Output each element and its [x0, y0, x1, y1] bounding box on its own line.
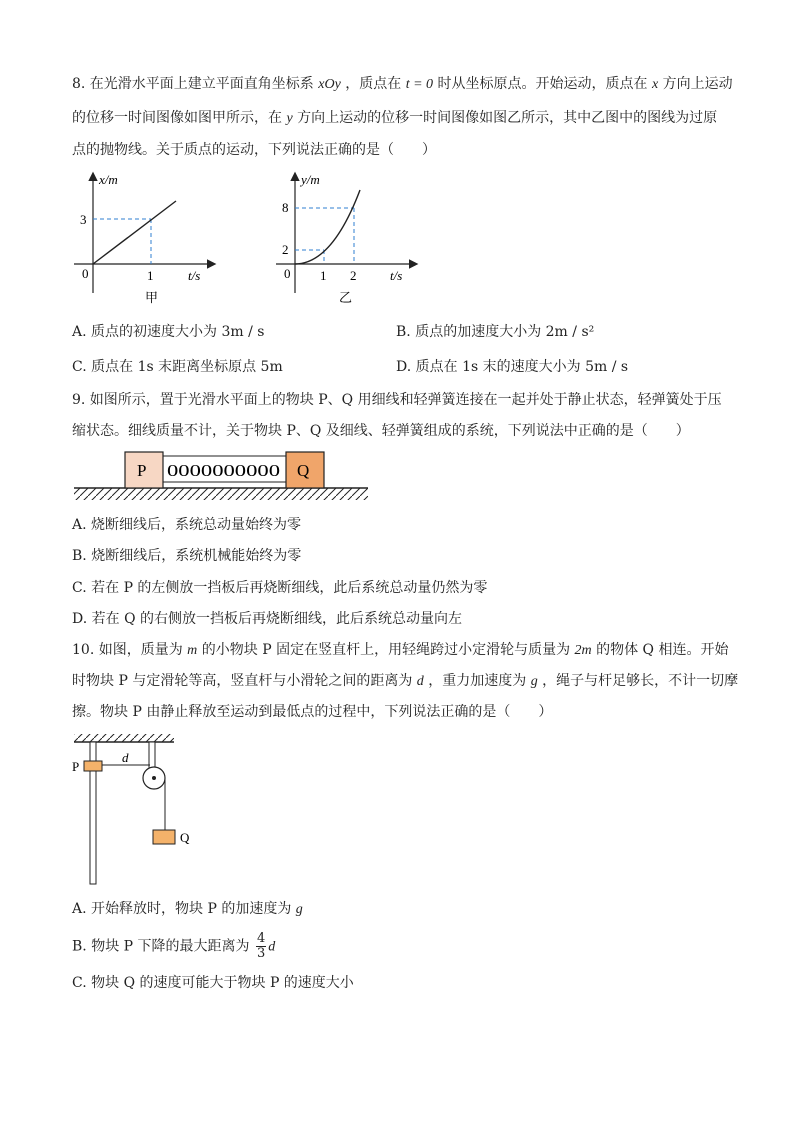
coord-system-label: xOy	[318, 77, 341, 92]
x-tick-label-1: 1	[320, 268, 327, 283]
ceiling-hatch	[74, 734, 174, 742]
x-axis-label: t/s	[188, 268, 201, 283]
q8-line-3: 点的抛物线。关于质点的运动，下列说法正确的是（ ）	[72, 142, 436, 158]
pulley-axle	[152, 776, 156, 780]
x-tick-label-2: 2	[350, 268, 357, 283]
series-line	[93, 201, 176, 264]
q9-option-a: A. 烧断细线后，系统总动量始终为零	[72, 517, 302, 533]
figure-spring-blocks	[72, 448, 372, 506]
q9-line-1: 9. 如图所示，置于光滑水平面上的物块 P、Q 用细线和轻弹簧连接在一起并处于静止状态，轻弹簧处于压	[72, 392, 722, 408]
ground-hatch	[74, 488, 368, 500]
q9-option-d: D. 若在 Q 的右侧放一挡板后再烧断细线，此后系统总动量向左	[72, 611, 463, 627]
y-tick-label: 3	[80, 212, 87, 227]
origin-label: 0	[284, 266, 291, 281]
q10-line-2: 时物块 P 与定滑轮等高，竖直杆与小滑轮之间的距离为 d ，重力加速度为 g ，绳子与杆足够长，不计一切摩	[72, 673, 739, 689]
figure-yi	[270, 168, 420, 308]
figure-pulley	[70, 730, 190, 890]
y-axis-label: x/m	[99, 172, 118, 187]
y-axis-label: y/m	[301, 172, 320, 187]
q8-option-c: C. 质点在 1s 末距离坐标原点 5m	[72, 359, 283, 375]
q8-option-d: D. 质点在 1s 末的速度大小为 5m / s	[396, 359, 629, 375]
origin-label: 0	[82, 266, 89, 281]
q9-option-b: B. 烧断细线后，系统机械能始终为零	[72, 548, 302, 564]
q8-option-b: B. 质点的加速度大小为 2m / s²	[396, 324, 595, 340]
x-axis-label: t/s	[390, 268, 403, 283]
block-p-label: P	[137, 461, 147, 480]
pulley-support	[149, 742, 155, 770]
figure-jia	[68, 168, 218, 308]
q10-option-a: A. 开始释放时，物块 P 的加速度为 g	[72, 901, 303, 917]
block-q	[153, 830, 175, 844]
series-parabola	[295, 190, 360, 264]
q10-option-b: B. 物块 P 下降的最大距离为 $\frac{4}{3}$ d	[72, 931, 276, 961]
label-d: d	[122, 750, 129, 765]
figure-caption: 乙	[339, 290, 353, 305]
q8-option-a: A. 质点的初速度大小为 3m / s	[72, 324, 265, 340]
figure-caption: 甲	[145, 290, 159, 305]
x-tick-label: 1	[147, 268, 154, 283]
label-q: Q	[180, 830, 190, 845]
q10-option-c: C. 物块 Q 的速度可能大于物块 P 的速度大小	[72, 975, 354, 991]
label-p: P	[72, 759, 80, 774]
fraction-4-3: $\frac{4}{3}$	[256, 931, 266, 961]
spring-coils: 0000000000	[167, 461, 280, 480]
q8-line-2: 的位移一时间图像如图甲所示，在 y 方向上运动的位移一时间图像如图乙所示，其中乙图中的图线为过原	[72, 110, 718, 126]
block-p	[84, 761, 102, 771]
block-q-label: Q	[297, 461, 310, 480]
y-tick-label-8: 8	[282, 200, 289, 215]
q10-line-3: 擦。物块 P 由静止释放至运动到最低点的过程中，下列说法正确的是（ ）	[72, 704, 553, 720]
q9-line-2: 缩状态。细线质量不计，关于物块 P、Q 及细线、轻弹簧组成的系统，下列说法中正确的是（ ）	[72, 423, 690, 439]
q10-line-1: 10. 如图，质量为 m 的小物块 P 固定在竖直杆上，用轻绳跨过小定滑轮与质量为 2m 的物体 Q 相连。开始	[72, 642, 729, 658]
q9-option-c: C. 若在 P 的左侧放一挡板后再烧断细线，此后系统总动量仍然为零	[72, 580, 488, 596]
y-tick-label-2: 2	[282, 242, 289, 257]
q8-line-1: 8. 在光滑水平面上建立平面直角坐标系 xOy ，质点在 t = 0 时从坐标原点。开始运动，质点在 x 方向上运动	[72, 76, 733, 92]
